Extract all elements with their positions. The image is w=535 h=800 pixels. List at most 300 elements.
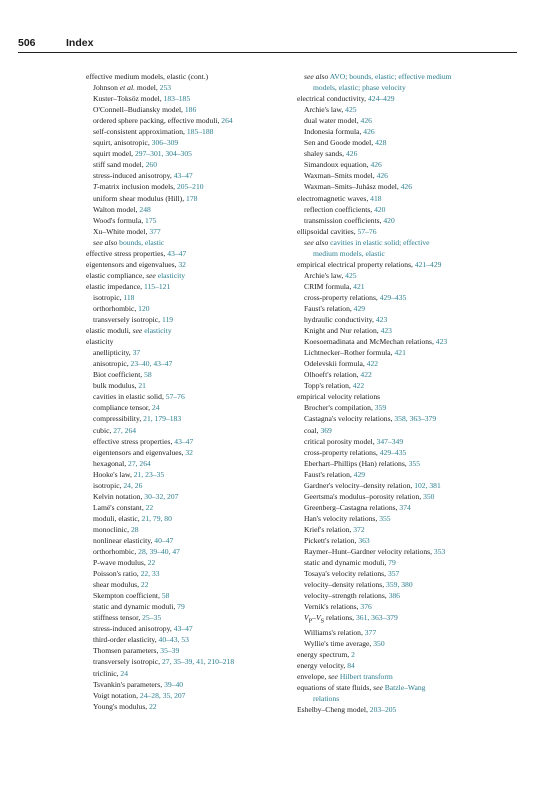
page-references: 363 <box>358 535 370 545</box>
see-reference-label: see <box>373 683 383 693</box>
entry-term: transversely isotropic, <box>93 657 162 667</box>
entry-term: elastic moduli, <box>86 326 133 336</box>
page-references: 429 <box>353 303 366 313</box>
index-entry <box>297 193 511 204</box>
index-subentry <box>86 557 286 568</box>
page-references: 260 <box>145 160 157 170</box>
entry-term: Odelevskii formula, <box>304 359 367 369</box>
entry-term: P-wave modulus, <box>93 558 148 568</box>
index-subentry <box>297 579 511 590</box>
page-references: 426 <box>400 182 413 192</box>
page-references: 21, 179–183 <box>143 414 182 424</box>
index-entry <box>297 704 511 715</box>
cross-reference: bounds, elastic <box>117 237 165 247</box>
entry-term: elasticity <box>86 337 114 347</box>
page-references: 421 <box>353 281 365 291</box>
index-subentry <box>297 491 511 502</box>
index-subentry <box>86 215 286 226</box>
index-subentry <box>86 314 286 325</box>
entry-term: squirt model, <box>93 149 135 159</box>
index-subentry <box>86 104 286 115</box>
index-subentry <box>86 668 286 679</box>
index-subentry <box>86 358 286 369</box>
index-subentry <box>86 204 286 215</box>
index-subentry <box>297 469 511 480</box>
page-references: 22 <box>147 558 156 568</box>
page-references: 32 <box>185 447 193 457</box>
entry-term: hydraulic conductivity, <box>304 315 376 325</box>
entry-term: Kuster–Toksöz model, <box>93 94 164 104</box>
entry-term: O'Connell–Budiansky model, <box>93 105 185 115</box>
page-references: 39–40 <box>164 679 184 689</box>
entry-term: Xu–White model, <box>93 226 150 236</box>
index-subentry <box>86 380 286 391</box>
page-references: 27, 35–39, 41, 210–218 <box>161 657 235 667</box>
page-references: 28 <box>130 524 139 534</box>
index-subentry <box>297 237 511 248</box>
page-references: 43–47 <box>174 436 194 446</box>
index-subentry <box>297 148 511 159</box>
page-references: 24 <box>120 668 129 678</box>
entry-term: Olhoeft's relation, <box>304 370 361 380</box>
see-reference-label: see <box>132 326 143 336</box>
cross-reference: elasticity <box>155 270 186 280</box>
entry-term: equations of state fluids, <box>297 683 374 693</box>
entry-term: Archie's law, <box>304 105 346 115</box>
entry-dash: – <box>312 613 316 623</box>
page-references: 40–47 <box>154 535 174 545</box>
entry-term: Waxman–Smits–Juhász model, <box>304 182 401 192</box>
index-entry-continuation <box>297 248 511 259</box>
index-subentry <box>297 159 511 170</box>
entry-term: Vernik's relations, <box>304 602 361 612</box>
entry-term: Lichtnecker–Rother formula, <box>304 348 395 358</box>
index-subentry <box>297 325 511 336</box>
index-entry-continuation <box>297 82 511 93</box>
index-entry <box>297 671 511 682</box>
page-references: 428 <box>375 138 387 148</box>
entry-term: self-consistent approximation, <box>93 127 187 137</box>
page-references: 424–429 <box>367 94 395 104</box>
entry-term: hexagonal, <box>93 458 129 468</box>
index-subentry <box>86 237 286 248</box>
page-references: 350 <box>373 638 385 648</box>
page-references: 28, 39–40, 47 <box>138 547 180 557</box>
index-subentry <box>297 170 511 181</box>
page-references: 21 <box>138 381 146 391</box>
entry-term: electromagnetic waves, <box>297 193 371 203</box>
cross-reference: Batzle–Wang <box>382 683 426 693</box>
index-subentry <box>297 513 511 524</box>
page-references: 374 <box>399 502 411 512</box>
page-references: 353 <box>433 547 446 557</box>
page-references: 423 <box>380 326 392 336</box>
page-references: 115–121 <box>143 281 171 291</box>
index-subentry <box>297 627 511 638</box>
entry-term: Han's velocity relations, <box>304 513 380 523</box>
page-references: 79 <box>388 558 396 568</box>
page-references: 248 <box>139 204 151 214</box>
page-references: 57–76 <box>357 226 377 236</box>
entry-term: Voigt notation, <box>93 690 140 700</box>
entry-term: Koesoemadinata and McMechan relations, <box>304 337 436 347</box>
entry-term: anisotropic, <box>93 359 131 369</box>
index-subentry <box>297 425 511 436</box>
page-references: 426 <box>360 116 372 126</box>
cross-reference: Hilbert transform <box>337 672 393 682</box>
index-subentry <box>297 557 511 568</box>
index-subentry <box>297 71 511 82</box>
entry-term: squirt, anisotropic, <box>93 138 152 148</box>
entry-term: Pickett's relation, <box>304 535 359 545</box>
index-entry <box>86 281 286 292</box>
entry-term: Hooke's law, <box>93 469 134 479</box>
index-subentry <box>297 336 511 347</box>
entry-term: Williams's relation, <box>304 627 365 637</box>
index-subentry <box>86 413 286 424</box>
index-subentry <box>86 292 286 303</box>
entry-term: Young's modulus, <box>93 701 150 711</box>
entry-term: cross-property relations, <box>304 447 380 457</box>
entry-term: Knight and Nur relation, <box>304 326 381 336</box>
index-entry <box>86 336 286 347</box>
page-references: 429 <box>353 469 366 479</box>
page-references: 426 <box>370 160 382 170</box>
entry-term: Indonesia formula, <box>304 127 364 137</box>
index-subentry <box>86 601 286 612</box>
cross-reference: models, elastic; phase velocity <box>313 83 406 93</box>
page-references: 24–28, 35, 207 <box>139 690 186 700</box>
index-entry <box>297 391 511 402</box>
index-subentry <box>297 115 511 126</box>
entry-term: stiffness tensor, <box>93 613 143 623</box>
entry-term: velocity–density relations, <box>304 580 387 590</box>
page-references: 43–47 <box>167 248 187 258</box>
entry-term: anellipticity, <box>93 348 133 358</box>
index-subentry <box>297 126 511 137</box>
index-subentry <box>297 546 511 557</box>
index-subentry <box>297 380 511 391</box>
page-references: 420 <box>374 204 386 214</box>
page-references: 27, 264 <box>128 458 151 468</box>
entry-term: Topp's relation, <box>304 381 353 391</box>
entry-term: compressibility, <box>93 414 144 424</box>
see-reference-label: see also <box>304 72 329 81</box>
page-references: 58 <box>161 591 170 601</box>
index-entry <box>86 71 286 82</box>
page-references: 347–349 <box>376 436 404 446</box>
index-subentry <box>86 612 286 623</box>
entry-term: third-order elasticity, <box>93 635 159 645</box>
page-references: 175 <box>145 215 157 225</box>
entry-term: Poisson's ratio, <box>93 569 141 579</box>
page-references: 57–76 <box>165 392 185 402</box>
entry-term: model, <box>134 83 160 93</box>
entry-term: Raymer–Hunt–Gardner velocity relations, <box>304 547 434 557</box>
index-subentry <box>86 568 286 579</box>
page-references: 355 <box>408 458 420 468</box>
page-references: 23–40, 43–47 <box>130 359 173 369</box>
entry-term: Castagna's velocity relations, <box>304 414 395 424</box>
index-subentry <box>86 347 286 358</box>
page-references: 22, 33 <box>140 569 160 579</box>
index-subentry <box>297 347 511 358</box>
index-subentry <box>86 679 286 690</box>
entry-term: empirical electrical property relations, <box>297 259 415 269</box>
cross-reference: AVO; bounds, elastic; effective medium <box>328 72 452 81</box>
see-reference-label: see also <box>93 237 118 247</box>
entry-term: energy velocity, <box>297 661 348 670</box>
entry-symbol: V <box>304 613 309 623</box>
entry-term: Archie's law, <box>304 270 346 280</box>
entry-term: Wyllie's time average, <box>304 638 374 648</box>
entry-term: Gardner's velocity–density relation, <box>304 480 415 490</box>
entry-term: elastic impedance, <box>86 281 144 291</box>
entry-term: compliance tensor, <box>93 403 152 413</box>
page-references: 297–301, 304–305 <box>134 149 192 159</box>
entry-term: relations, <box>324 613 356 623</box>
index-subentry <box>297 137 511 148</box>
entry-term: CRIM formula, <box>304 281 354 291</box>
index-entry <box>86 270 286 281</box>
index-entry <box>297 226 511 237</box>
entry-term: ellipsoidal cavities, <box>297 226 358 236</box>
page-references: 21, 23–35 <box>133 469 165 479</box>
index-subentry <box>86 181 286 192</box>
page-references: 58 <box>144 370 152 380</box>
entry-subscript: P <box>308 617 313 625</box>
page-references: 264 <box>221 116 233 126</box>
entry-term: Johnson <box>93 83 120 93</box>
index-subentry <box>297 181 511 192</box>
index-subentry <box>86 115 286 126</box>
entry-term: cross-property relations, <box>304 292 380 302</box>
page-references: 422 <box>366 359 379 369</box>
page-references: 359 <box>374 403 387 413</box>
entry-term: Lamé's constant, <box>93 502 146 512</box>
index-entry-continuation <box>297 693 511 704</box>
page-references: 43–47 <box>173 624 193 634</box>
page-references: 357 <box>387 569 400 579</box>
entry-term: cubic, <box>93 425 114 435</box>
page-references: 2 <box>351 649 355 659</box>
page-references: 423 <box>435 337 448 347</box>
entry-term: coal, <box>304 425 321 435</box>
index-subentry <box>86 524 286 535</box>
entry-term: orthorhombic, <box>93 547 139 557</box>
index-entry <box>297 93 511 104</box>
index-subentry <box>86 402 286 413</box>
index-entry <box>86 259 286 270</box>
entry-term: static and dynamic moduli, <box>93 602 178 612</box>
index-subentry <box>86 590 286 601</box>
header-rule <box>18 52 517 53</box>
entry-term: eigentensors and eigenvalues, <box>86 259 179 269</box>
see-reference-label: see <box>146 270 156 280</box>
index-column-right <box>297 71 511 715</box>
page-references: 306–309 <box>151 138 179 148</box>
entry-term: Greenberg–Castagna relations, <box>304 502 400 512</box>
page-references: 79 <box>177 602 185 612</box>
entry-term: Krief's relation, <box>304 524 354 534</box>
page-references: 361, 363–379 <box>355 613 398 623</box>
page-references: 185–188 <box>186 127 214 137</box>
entry-term: velocity–strength relations, <box>304 591 389 601</box>
page-references: 22 <box>149 701 157 711</box>
index-subentry <box>86 579 286 590</box>
entry-term: empirical velocity relations <box>297 392 381 402</box>
entry-term: Tsvankin's parameters, <box>93 679 165 689</box>
index-subentry <box>297 314 511 325</box>
index-subentry <box>297 612 511 627</box>
see-reference-label: see also <box>304 237 329 247</box>
entry-term: Geertsma's modulus–porosity relation, <box>304 491 424 501</box>
index-column-left <box>86 71 286 712</box>
index-subentry <box>86 303 286 314</box>
entry-symbol: T <box>93 182 98 192</box>
page-references: 420 <box>383 215 395 225</box>
index-subentry <box>86 480 286 491</box>
index-subentry <box>297 436 511 447</box>
page-references: 355 <box>379 513 391 523</box>
entry-term: Tosaya's velocity relations, <box>304 569 388 579</box>
page-references: 425 <box>345 270 357 280</box>
entry-term: effective stress properties, <box>93 436 175 446</box>
index-subentry <box>297 358 511 369</box>
page-references: 205–210 <box>176 182 204 192</box>
page-header <box>18 37 93 49</box>
index-subentry <box>86 391 286 402</box>
page-references: 376 <box>360 602 372 612</box>
entry-term: cavities in elastic solid, <box>93 392 166 402</box>
index-subentry <box>86 226 286 237</box>
index-subentry <box>86 193 286 204</box>
index-subentry <box>86 126 286 137</box>
index-subentry <box>86 513 286 524</box>
index-subentry <box>297 413 511 424</box>
page-references: 21, 79, 80 <box>141 513 172 523</box>
index-subentry <box>297 402 511 413</box>
index-subentry <box>297 215 511 226</box>
entry-subscript: S <box>320 617 325 625</box>
cross-reference: medium models, elastic <box>313 248 385 258</box>
index-subentry <box>86 369 286 380</box>
index-subentry <box>297 638 511 649</box>
page-references: 24, 26 <box>123 480 143 490</box>
page-references: 423 <box>375 315 388 325</box>
entry-term: uniform shear modulus (Hill), <box>93 193 187 203</box>
page-references: 350 <box>423 491 435 501</box>
page-references: 120 <box>138 303 150 313</box>
index-subentry <box>86 535 286 546</box>
entry-term: stress-induced anisotropy, <box>93 171 174 181</box>
index-subentry <box>297 601 511 612</box>
cross-reference: relations <box>313 694 340 704</box>
page-references: 377 <box>149 226 161 236</box>
cross-reference: elasticity <box>142 326 172 336</box>
index-subentry <box>86 436 286 447</box>
index-entry <box>297 649 511 660</box>
entry-term: energy spectrum, <box>297 649 352 659</box>
page-references: 418 <box>370 193 382 203</box>
index-subentry <box>86 623 286 634</box>
entry-term: effective medium models, elastic (cont.) <box>86 72 209 81</box>
entry-term: Sen and Goode model, <box>304 138 376 148</box>
page-references: 426 <box>376 171 388 181</box>
entry-term: Faust's relation, <box>304 469 354 479</box>
page-references: 40–43, 53 <box>158 635 189 645</box>
entry-term: nonlinear elasticity, <box>93 535 155 545</box>
index-subentry <box>86 159 286 170</box>
page-references: 43–47 <box>173 171 193 181</box>
index-subentry <box>297 369 511 380</box>
entry-symbol: V <box>315 613 321 623</box>
entry-term: effective stress properties, <box>86 248 168 258</box>
page-references: 183–185 <box>163 94 191 104</box>
entry-term: orthorhombic, <box>93 303 139 313</box>
page-references: 372 <box>353 524 365 534</box>
page-references: 178 <box>186 193 198 203</box>
index-subentry <box>86 546 286 557</box>
index-subentry <box>297 590 511 601</box>
entry-term: transmission coefficients, <box>304 215 384 225</box>
page-references: 386 <box>388 591 400 601</box>
page-references: 35–39 <box>160 646 180 656</box>
index-subentry <box>86 634 286 645</box>
page-references: 30–32, 207 <box>144 491 179 501</box>
entry-term: Eshelby–Cheng model, <box>297 705 370 715</box>
entry-term: transversely isotropic, <box>93 315 162 325</box>
index-subentry <box>297 535 511 546</box>
index-entry <box>297 259 511 270</box>
index-subentry <box>86 148 286 159</box>
page-references: 186 <box>184 105 197 115</box>
page-references: 25–35 <box>142 613 162 623</box>
entry-term: Kelvin notation, <box>93 491 145 501</box>
page-references: 421–429 <box>414 259 442 269</box>
page-references: 358, 363–379 <box>394 414 437 424</box>
index-subentry <box>86 447 286 458</box>
index-entry <box>297 660 511 671</box>
index-subentry <box>86 425 286 436</box>
page-references: 84 <box>347 661 355 670</box>
index-subentry <box>297 204 511 215</box>
page-references: 426 <box>345 149 358 159</box>
page-references: 369 <box>320 425 332 435</box>
page-references: 118 <box>123 292 135 302</box>
entry-term: Wood's formula, <box>93 215 146 225</box>
index-subentry <box>86 93 286 104</box>
index-subentry <box>297 281 511 292</box>
index-entry <box>297 682 511 693</box>
entry-term: moduli, elastic, <box>93 513 142 523</box>
entry-term: dual water model, <box>304 116 361 126</box>
entry-term: monoclinic, <box>93 524 131 534</box>
entry-term: Biot coefficient, <box>93 370 145 380</box>
page-references: 429–435 <box>379 292 407 302</box>
entry-term: isotropic, <box>93 292 124 302</box>
page-references: 203–205 <box>369 705 397 715</box>
cross-reference: cavities in elastic solid; effective <box>328 237 430 247</box>
index-subentry <box>297 447 511 458</box>
page-references: 425 <box>345 105 357 115</box>
page-references: 426 <box>363 127 375 137</box>
page-references: 377 <box>364 627 377 637</box>
index-subentry <box>297 502 511 513</box>
index-subentry <box>297 568 511 579</box>
page-references: 119 <box>161 315 174 325</box>
entry-term: Walton model, <box>93 204 140 214</box>
